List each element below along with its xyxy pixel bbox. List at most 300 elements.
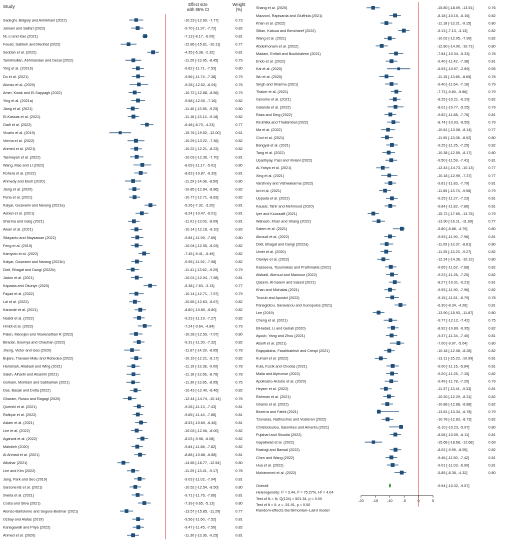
effect-ci-label: -8.74 [-10.93, -6.55]	[437, 120, 470, 125]
effect-ci-label: -8.80 [-10.80, -6.80]	[184, 308, 217, 313]
weight-label: 0.82	[235, 308, 243, 313]
effect-marker	[151, 50, 155, 54]
weight-label: 0.79	[488, 410, 496, 415]
effect-ci-label: -9.37 [-11.34, -7.40]	[437, 333, 470, 338]
effect-ci-label: -10.14 [-12.71, -7.57]	[184, 292, 219, 297]
effect-ci-label: -8.25 [-10.21, -6.29]	[437, 97, 470, 102]
study-label: Choi et al. (2021)	[256, 135, 285, 140]
weight-label: 0.82	[235, 139, 243, 144]
study-label: Olaniye et al. (2022)	[256, 257, 290, 262]
effect-marker	[137, 83, 141, 87]
effect-marker	[399, 425, 403, 429]
weight-label: 0.61	[235, 131, 243, 136]
effect-marker	[136, 525, 140, 529]
effect-ci-label: -9.49 [-11.78, -7.20]	[437, 379, 470, 384]
weight-label: 0.82	[488, 448, 496, 453]
weight-label: 0.82	[235, 340, 243, 345]
study-label: Gayakwad et al. (2022)	[256, 440, 295, 445]
effect-ci-label: -11.16 [-13.56, -8.76]	[184, 372, 219, 377]
effect-marker	[131, 469, 135, 473]
weight-label: 0.82	[235, 187, 243, 192]
weight-label: 0.82	[235, 300, 243, 305]
effect-ci-label: -10.14 [-12.18, -8.10]	[184, 227, 219, 232]
weight-label: 0.80	[235, 485, 243, 490]
study-label: Rahman et al. (2021)	[256, 394, 291, 399]
weight-label: 0.82	[235, 98, 243, 103]
effect-ci-label: -11.40 [-13.55, -9.25]	[184, 106, 219, 111]
effect-ci-label: -11.25 [-13.23, -9.27]	[437, 250, 472, 255]
weight-label: 0.81	[488, 432, 496, 437]
heterogeneity-stat: Heterogeneity: τ² = 3.44, I² = 75.27%, H² = 4.04	[256, 490, 334, 495]
weight-label: 0.81	[488, 455, 496, 460]
effect-marker	[385, 402, 389, 406]
study-label: Hmidi et al. (2022)	[3, 324, 34, 329]
effect-ci-label: -13.90 [-15.93, -11.87]	[437, 311, 474, 316]
study-label: Truoub and Apostol (2022)	[256, 295, 300, 300]
effect-marker	[133, 91, 137, 95]
weight-label: 0.80	[488, 425, 496, 430]
effect-ci-label: -9.23 [-11.19, -7.27]	[184, 316, 217, 321]
effect-marker	[135, 429, 139, 433]
weight-label: 0.76	[235, 396, 243, 401]
effect-marker	[136, 413, 140, 417]
effect-ci-label: -9.71 [-11.76, -7.66]	[184, 493, 217, 498]
heterogeneity-stat: Test of θ = 0: z = -51.91, p = 0.00	[256, 502, 311, 507]
study-label: Lee et al. (2022)	[3, 428, 30, 433]
effect-ci-label: -9.81 [-11.83, -7.79]	[437, 181, 470, 186]
forest-plot-left	[0, 0, 252, 550]
weight-label: 0.78	[488, 51, 496, 56]
effect-marker	[390, 196, 394, 200]
weight-label: 0.79	[488, 120, 496, 125]
effect-ci-label: -9.40 [-11.64, -7.16]	[437, 82, 470, 87]
effect-ci-label: -13.11 [-15.23, -10.99]	[437, 356, 474, 361]
effect-ci-label: -11.20 [-13.95, -8.45]	[184, 58, 219, 63]
weight-label: 0.82	[235, 195, 243, 200]
study-label: Chen and Wang (2022)	[256, 455, 295, 460]
weight-label: 0.82	[488, 143, 496, 148]
weight-label: 0.81	[488, 112, 496, 117]
weight-label: 0.79	[235, 58, 243, 63]
weight-label: 0.82	[235, 316, 243, 321]
effect-marker	[135, 276, 139, 280]
effect-marker	[134, 227, 138, 231]
study-label: Gharam, Rosso and Ragagi (2020)	[3, 396, 61, 401]
study-label: Jadon et al. (2021)	[3, 276, 34, 281]
effect-ci-label: -9.77 [-12.12, -7.42]	[437, 318, 470, 323]
weight-label: 0.81	[488, 158, 496, 163]
weight-label: 0.80	[488, 135, 496, 140]
study-label: Hamshah, Aliabadi and Wing (2021)	[3, 364, 63, 369]
weight-label: 0.83	[235, 227, 243, 232]
study-label: Shang et al. (2020)	[256, 6, 288, 11]
weight-label: 0.82	[488, 13, 496, 18]
study-label: Apolinario-Arzube et al. (2020)	[256, 379, 307, 384]
effect-marker	[393, 280, 397, 284]
weight-label: 0.82	[235, 26, 243, 31]
study-label: Wang et al. (2021)	[256, 36, 287, 41]
effect-marker	[131, 179, 135, 183]
effect-ci-label: -9.15 [-11.51, -6.79]	[437, 295, 470, 300]
effect-marker	[387, 349, 391, 353]
weight-label: 0.78	[235, 469, 243, 474]
header-study: Study	[3, 4, 15, 9]
effect-marker	[390, 59, 394, 63]
study-label: Seddan et al. (2022)	[3, 50, 37, 55]
effect-ci-label: -7.84 [-10.34, -5.33]	[437, 51, 470, 56]
study-label: Saleh, Alharbi and Alsamhi (2021)	[3, 372, 59, 377]
effect-ci-label: -11.00 [-13.08, -8.92]	[437, 135, 472, 140]
weight-label: 0.75	[235, 380, 243, 385]
study-label: Agarwal et al. (2022)	[3, 437, 38, 442]
effect-marker	[122, 461, 126, 465]
study-label: Heyser et al. (2022)	[256, 387, 289, 392]
effect-marker	[371, 212, 375, 216]
study-label: Khan et al. (2022)	[256, 21, 286, 26]
study-label: Iwi et al. (2021)	[256, 189, 282, 194]
study-label: Alsulfi et al. (2021)	[256, 341, 287, 346]
effect-marker	[138, 477, 142, 481]
effect-marker	[133, 300, 137, 304]
effect-marker	[132, 372, 136, 376]
effect-marker	[139, 171, 143, 175]
effect-marker	[397, 67, 400, 70]
effect-ci-label: -7.13 [-8.17, -6.09]	[184, 34, 215, 39]
weight-label: 0.79	[488, 90, 496, 95]
study-label: Bujare, Travaan-Matu and Rebedea (2022)	[3, 356, 74, 361]
effect-ci-label: -9.23 [-11.26, -7.20]	[437, 272, 470, 277]
effect-ci-label: -9.95 [-11.92, -7.98]	[184, 259, 217, 264]
effect-ci-label: -9.03 [-11.02, -7.04]	[184, 477, 217, 482]
study-label: Iyer and Koussaifi (2021)	[256, 211, 297, 216]
effect-marker	[131, 380, 135, 384]
effect-ci-label: -10.29 [-13.22, -7.36]	[184, 139, 219, 144]
effect-marker	[385, 75, 389, 79]
weight-label: 0.81	[488, 356, 496, 361]
effect-ci-label: -9.84 [-11.86, -7.82]	[184, 445, 217, 450]
weight-label: 0.79	[235, 74, 243, 79]
effect-ci-label: -8.88 [-10.88, -6.88]	[184, 453, 217, 458]
weight-label: 0.81	[488, 364, 496, 369]
study-label: Mahdieh (2020)	[3, 445, 29, 450]
study-label: Malla and Alphonse (2022)	[256, 371, 300, 376]
study-label: Kapasta and Okonye (2020)	[3, 284, 50, 289]
effect-ci-label: -9.40 [-11.42, -7.38]	[437, 59, 470, 64]
effect-ci-label: -10.01 [-12.04, -7.98]	[184, 276, 219, 281]
study-label: Costa and Silva (2021)	[3, 501, 41, 506]
effect-ci-label: -13.81 [-13.34, -6.78]	[437, 410, 472, 415]
effect-ci-label: -9.65 [-11.62, -7.68]	[437, 265, 470, 270]
study-label: Varshney and Vishwakarma (2022)	[256, 181, 314, 186]
effect-ci-label: -10.18 [-12.99, -7.37]	[437, 173, 472, 178]
effect-marker	[388, 113, 392, 117]
effect-ci-label: -9.70 [-11.97, -7.72]	[184, 26, 217, 31]
effect-ci-label: -12.44 [-14.74, -10.14]	[184, 396, 221, 401]
study-label: Al-Yahya et al. (2021)	[256, 166, 292, 171]
study-label: Alonso et al. (2020)	[3, 82, 35, 87]
effect-ci-label: -5.13 [-7.13, -3.13]	[437, 29, 468, 34]
effect-ci-label: -8.53 [-10.60, -6.46]	[184, 420, 217, 425]
study-label: Alnoudi et al. (2022)	[256, 234, 290, 239]
study-label: Madani, Erritali and Bouikhalene (2021)	[256, 51, 321, 56]
effect-ci-label: -10.88 [-12.88, -8.88]	[437, 402, 472, 407]
study-label: Tzovaras, Nattnochos and Vosteran (2022)	[256, 417, 327, 422]
study-label: Ghanio et al. (2022)	[256, 402, 289, 407]
x-tick-label: -15	[372, 499, 379, 504]
weight-label: 0.81	[235, 34, 243, 39]
effect-ci-label: -5.38 [-7.63, -3.13]	[184, 284, 215, 289]
effect-marker	[132, 364, 136, 368]
effect-marker	[125, 509, 129, 513]
weight-label: 0.75	[488, 318, 496, 323]
effect-marker	[390, 372, 394, 376]
weight-label: 0.76	[235, 82, 243, 87]
study-label: ElHadad, Li and Gebali (2020)	[256, 326, 306, 331]
effect-marker	[387, 394, 391, 398]
effect-ci-label: -5.80 [-8.88, -4.79]	[437, 227, 468, 232]
study-label: Waheeb, Khan and Shang (2022)	[256, 219, 311, 224]
effect-marker	[131, 58, 135, 62]
weight-label: 0.69	[488, 440, 496, 445]
weight-label: 0.80	[235, 332, 243, 337]
effect-ci-label: -11.30 [-13.65, -8.95]	[184, 380, 219, 385]
weight-label: 0.79	[235, 90, 243, 95]
effect-marker	[132, 115, 136, 119]
effect-marker	[134, 18, 138, 22]
effect-marker	[371, 6, 375, 10]
weight-label: 0.80	[235, 461, 243, 466]
weight-label: 0.79	[488, 189, 496, 194]
weight-label: 0.79	[488, 105, 496, 110]
weight-label: 0.82	[235, 259, 243, 264]
weight-label: 0.80	[235, 106, 243, 111]
effect-marker	[384, 250, 388, 254]
effect-marker	[134, 139, 138, 143]
effect-marker	[390, 296, 394, 300]
study-label: Xing et al. (2021)	[256, 173, 285, 178]
effect-ci-label: -9.93 [-11.90, -7.96]	[437, 288, 470, 293]
effect-marker	[377, 219, 381, 223]
effect-marker	[390, 143, 394, 147]
study-label: Bezerra and Fabbi (2021)	[256, 410, 299, 415]
weight-label: 0.82	[235, 356, 243, 361]
weight-label: 0.81	[488, 333, 496, 338]
study-label: Ma et al. (2022)	[256, 128, 282, 133]
weight-label: 0.81	[235, 412, 243, 417]
weight-label: 0.79	[488, 379, 496, 384]
effect-marker	[388, 36, 392, 40]
study-label: Nasidi et al. (2022)	[3, 316, 34, 321]
weight-label: 0.77	[235, 123, 243, 128]
study-label: Jang, Park and Seo (2019)	[3, 477, 48, 482]
weight-label: 0.80	[235, 179, 243, 184]
study-label: Sitlan, Katoua and Bencharef (2022)	[256, 29, 316, 34]
study-label: Tang et al. (2022)	[256, 150, 285, 155]
effect-marker	[119, 131, 122, 134]
effect-ci-label: -10.77 [-12.71, -8.83]	[184, 195, 219, 200]
study-label: Khan and Michalas (2021)	[256, 288, 300, 293]
weight-label: 0.82	[488, 265, 496, 270]
weight-label: 0.79	[488, 82, 496, 87]
effect-marker	[380, 44, 384, 48]
effect-marker	[134, 356, 138, 360]
weight-label: 0.80	[235, 501, 243, 506]
header-weight: Weight	[232, 2, 246, 7]
effect-ci-label: -12.80 [-14.90, -10.71]	[437, 44, 474, 49]
x-tick-label: 5	[431, 499, 435, 504]
x-tick-label: -10	[387, 499, 393, 504]
effect-marker	[372, 440, 375, 443]
weight-label: 0.82	[488, 349, 496, 354]
study-label: Ying et al. (2021b)	[3, 66, 33, 71]
study-label: Genome et al. (2021)	[256, 97, 291, 102]
weight-label: 0.81	[488, 280, 496, 285]
study-label: Qasem, Al-Sarem and Saeed (2021)	[256, 280, 316, 285]
weight-label: 0.81	[235, 203, 243, 208]
weight-label: 0.81	[488, 303, 496, 308]
effect-marker	[134, 147, 138, 151]
study-label: Jamani and Saifari (2022)	[3, 26, 46, 31]
effect-marker	[389, 158, 393, 162]
weight-label: 0.81	[488, 387, 496, 392]
weight-label: 0.80	[488, 257, 496, 262]
effect-marker	[131, 533, 135, 537]
weight-label: 0.82	[488, 288, 496, 293]
study-label: Awan et al. (2021)	[3, 227, 33, 232]
overall-label: Overall	[256, 482, 269, 488]
effect-marker	[400, 471, 404, 475]
weight-label: 0.80	[488, 21, 496, 26]
weight-label: 0.82	[235, 437, 243, 442]
weight-label: 0.82	[235, 525, 243, 530]
effect-ci-label: -7.00 [-9.97, -5.04]	[437, 341, 468, 346]
weight-label: 0.81	[235, 493, 243, 498]
effect-ci-label: -7.24 [-9.64, -4.84]	[184, 324, 215, 329]
effect-marker	[400, 227, 404, 231]
effect-ci-label: -7.39 [-9.65, -5.13]	[184, 501, 215, 506]
study-label: Aeban et al. (2021)	[3, 211, 35, 216]
effect-ci-label: -12.24 [-14.36, -10.12]	[437, 257, 474, 262]
study-label: Amer, Kwak and El-Sappagh (2022)	[3, 90, 62, 95]
weight-label: 0.79	[235, 324, 243, 329]
effect-marker	[385, 242, 389, 246]
effect-ci-label: -8.24 [-10.47, -6.01]	[184, 211, 217, 216]
study-label: Bangyal et al. (2021)	[256, 143, 291, 148]
study-label: Ahmed et al. (2020)	[3, 533, 36, 538]
weight-label: 0.80	[235, 163, 243, 168]
effect-marker	[386, 128, 390, 132]
weight-label: 0.55	[488, 67, 496, 72]
effect-ci-label: -12.86 [-15.61, -10.11]	[184, 42, 221, 47]
weight-label: 0.77	[488, 166, 496, 171]
study-label: Fayad et al. (2022)	[3, 292, 34, 297]
effect-marker	[388, 288, 392, 292]
weight-label: 0.80	[235, 66, 243, 71]
effect-marker	[402, 29, 406, 33]
effect-marker	[131, 268, 135, 272]
effect-ci-label: -10.61 [-13.08, -8.14]	[437, 128, 472, 133]
study-label: Christodoulou, Salonikes and Amenta (2021)	[256, 425, 330, 430]
effect-ci-label: -5.85 [-8.38, -4.32]	[437, 471, 468, 476]
study-label: Lee (2019)	[256, 311, 274, 316]
weight-label: 0.81	[235, 276, 243, 281]
effect-ci-label: -10.22 [-12.21, -8.23]	[184, 147, 219, 152]
effect-ci-label: -9.28 [-12.52, -6.04]	[184, 82, 217, 87]
weight-label: 0.77	[488, 173, 496, 178]
effect-ci-label: -6.10 [-10.23, -5.97]	[437, 425, 470, 430]
study-label: Karande et al. (2021)	[3, 308, 38, 313]
effect-ci-label: -11.65 [-13.74, -9.56]	[437, 189, 472, 194]
effect-marker	[387, 174, 391, 178]
effect-marker	[143, 34, 147, 38]
effect-ci-label: -9.82 [-11.88, -7.76]	[437, 112, 470, 117]
weight-label: 0.81	[235, 533, 243, 538]
effect-ci-label: -10.28 [-12.59, -7.97]	[184, 332, 219, 337]
weight-label: 0.81	[235, 453, 243, 458]
study-label: Kasseeva, Tsoumakas and Prathmakis (2021)	[256, 265, 332, 270]
effect-marker	[394, 90, 398, 94]
effect-marker	[387, 151, 391, 155]
weight-label: 0.78	[488, 295, 496, 300]
effect-ci-label: -10.03 [-12.06, -8.00]	[184, 428, 219, 433]
effect-marker	[135, 155, 139, 159]
weight-label: 0.78	[235, 348, 243, 353]
weight-label: 0.82	[488, 250, 496, 255]
weight-label: 0.81	[235, 50, 243, 55]
effect-marker	[381, 257, 385, 261]
study-label: Dixit, Bhagat and Dangi (2022b)	[3, 267, 56, 272]
effect-ci-label: -9.31 [-11.30, -7.32]	[184, 340, 217, 345]
effect-ci-label: -14.65 [-16.77, -12.54]	[184, 461, 221, 466]
effect-ci-label: -10.03 [-12.36, -7.70]	[184, 155, 219, 160]
effect-ci-label: -12.43 [-14.73, -10.13]	[437, 166, 474, 171]
effect-ci-label: -9.50 [-11.59, -7.41]	[437, 158, 470, 163]
study-label: Uppada et al. (2022)	[256, 196, 290, 201]
weight-label: 0.80	[488, 311, 496, 316]
effect-ci-label: -13.90 [-16.11, -11.69]	[437, 219, 473, 224]
study-label: Jiang et al. (2020)	[3, 187, 33, 192]
overall-diamond	[389, 483, 391, 488]
effect-marker	[390, 334, 394, 338]
weight-label: 0.82	[488, 36, 496, 41]
effect-ci-label: -9.00 [-11.16, -6.84]	[437, 364, 470, 369]
effect-marker	[135, 445, 139, 449]
weight-label: 0.82	[488, 394, 496, 399]
study-label: Umer et al. (2020)	[256, 250, 286, 255]
study-label: Ahmed et al. (2021)	[3, 147, 36, 152]
effect-marker	[391, 463, 395, 467]
study-label: Feng et al. (2019)	[3, 243, 33, 248]
effect-marker	[389, 265, 393, 269]
weight-label: 0.81	[488, 196, 496, 201]
effect-ci-label: -9.65 [-11.44, -7.86]	[184, 412, 217, 417]
effect-ci-label: -9.56 [-11.60, -7.52]	[184, 517, 217, 522]
study-label: Dixit, Bhagat and Dangi (2022a)	[256, 242, 309, 247]
effect-marker	[142, 501, 146, 505]
study-label: Kalyar, Goswami and Narang (2021a)	[3, 203, 65, 208]
study-label: Jiang et al. (2021)	[3, 106, 33, 111]
study-label: Rafique et al. (2022)	[3, 412, 37, 417]
weight-label: 0.76	[488, 6, 496, 11]
study-label: Rastogi and Bansal (2022)	[256, 448, 300, 453]
x-tick-label: -20	[358, 499, 364, 504]
effect-ci-label: -10.52 [-12.54, -8.50]	[184, 485, 219, 490]
effect-marker	[135, 243, 139, 247]
effect-ci-label: -11.41 [-13.62, -9.20]	[184, 267, 219, 272]
effect-ci-label: -7.45 [-9.41, -5.49]	[184, 251, 215, 256]
weight-label: 0.81	[488, 463, 496, 468]
study-label: Sharma and Garg (2021)	[3, 219, 44, 224]
